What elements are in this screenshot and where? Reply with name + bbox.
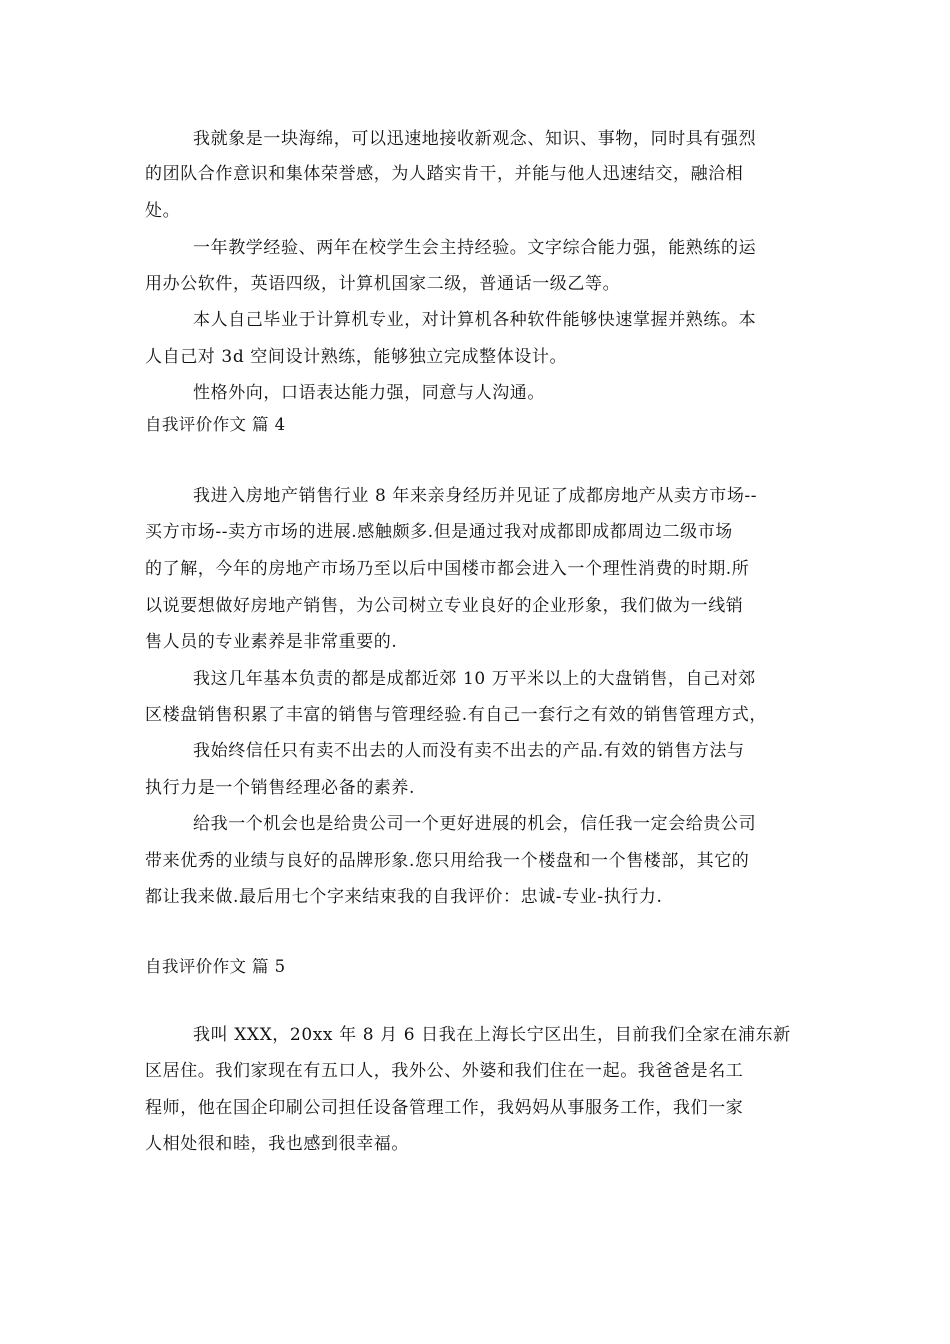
- paragraph-line: 一年教学经验、两年在校学生会主持经验。文字综合能力强，能熟练的运: [193, 238, 757, 258]
- paragraph-line: 人相处很和睦，我也感到很幸福。: [145, 1134, 409, 1154]
- paragraph-line: 执行力是一个销售经理必备的素养.: [145, 778, 416, 798]
- paragraph-line: 我叫 XXX，20xx 年 8 月 6 日我在上海长宁区出生，目前我们全家在浦东新: [193, 1025, 791, 1045]
- paragraph-line: 买方市场--卖方市场的进展.感触颇多.但是通过我对成都即成都周边二级市场: [145, 522, 733, 542]
- paragraph-line: 我这几年基本负责的都是成都近郊 10 万平米以上的大盘销售，自己对郊: [193, 669, 756, 689]
- section-4-heading: 自我评价作文 篇 4: [145, 415, 286, 434]
- section-5-heading: 自我评价作文 篇 5: [145, 957, 286, 976]
- paragraph-line: 区居住。我们家现在有五口人，我外公、外婆和我们住在一起。我爸爸是名工: [145, 1061, 744, 1081]
- paragraph-line: 都让我来做.最后用七个字来结束我的自我评价：忠诚-专业-执行力.: [145, 887, 663, 907]
- paragraph-line: 程师，他在国企印刷公司担任设备管理工作，我妈妈从事服务工作，我们一家: [145, 1098, 744, 1118]
- paragraph-line: 给我一个机会也是给贵公司一个更好进展的机会，信任我一定会给贵公司: [193, 814, 757, 834]
- paragraph-line: 的团队合作意识和集体荣誉感，为人踏实肯干，并能与他人迅速结交，融洽相: [145, 164, 744, 184]
- paragraph-line: 处。: [145, 201, 181, 221]
- paragraph-line: 带来优秀的业绩与良好的品牌形象.您只用给我一个楼盘和一个售楼部，其它的: [145, 851, 750, 871]
- paragraph-line: 售人员的专业素养是非常重要的.: [145, 632, 398, 652]
- paragraph-line: 我就象是一块海绵，可以迅速地接收新观念、知识、事物，同时具有强烈: [193, 129, 757, 149]
- paragraph-line: 用办公软件，英语四级，计算机国家二级，普通话一级乙等。: [145, 274, 621, 294]
- paragraph-line: 区楼盘销售积累了丰富的销售与管理经验.有自己一套行之有效的销售管理方式，: [145, 705, 768, 725]
- paragraph-line: 人自己对 3d 空间设计熟练，能够独立完成整体设计。: [145, 347, 568, 367]
- paragraph-line: 我始终信任只有卖不出去的人而没有卖不出去的产品.有效的销售方法与: [193, 741, 745, 761]
- paragraph-line: 以说要想做好房地产销售，为公司树立专业良好的企业形象，我们做为一线销: [145, 596, 744, 616]
- paragraph-line: 本人自己毕业于计算机专业，对计算机各种软件能够快速掌握并熟练。本: [193, 310, 757, 330]
- paragraph-line: 我进入房地产销售行业 8 年来亲身经历并见证了成都房地产从卖方市场--: [193, 486, 758, 506]
- paragraph-line: 性格外向，口语表达能力强，同意与人沟通。: [193, 383, 545, 403]
- paragraph-line: 的了解，今年的房地产市场乃至以后中国楼市都会进入一个理性消费的时期.所: [145, 559, 750, 579]
